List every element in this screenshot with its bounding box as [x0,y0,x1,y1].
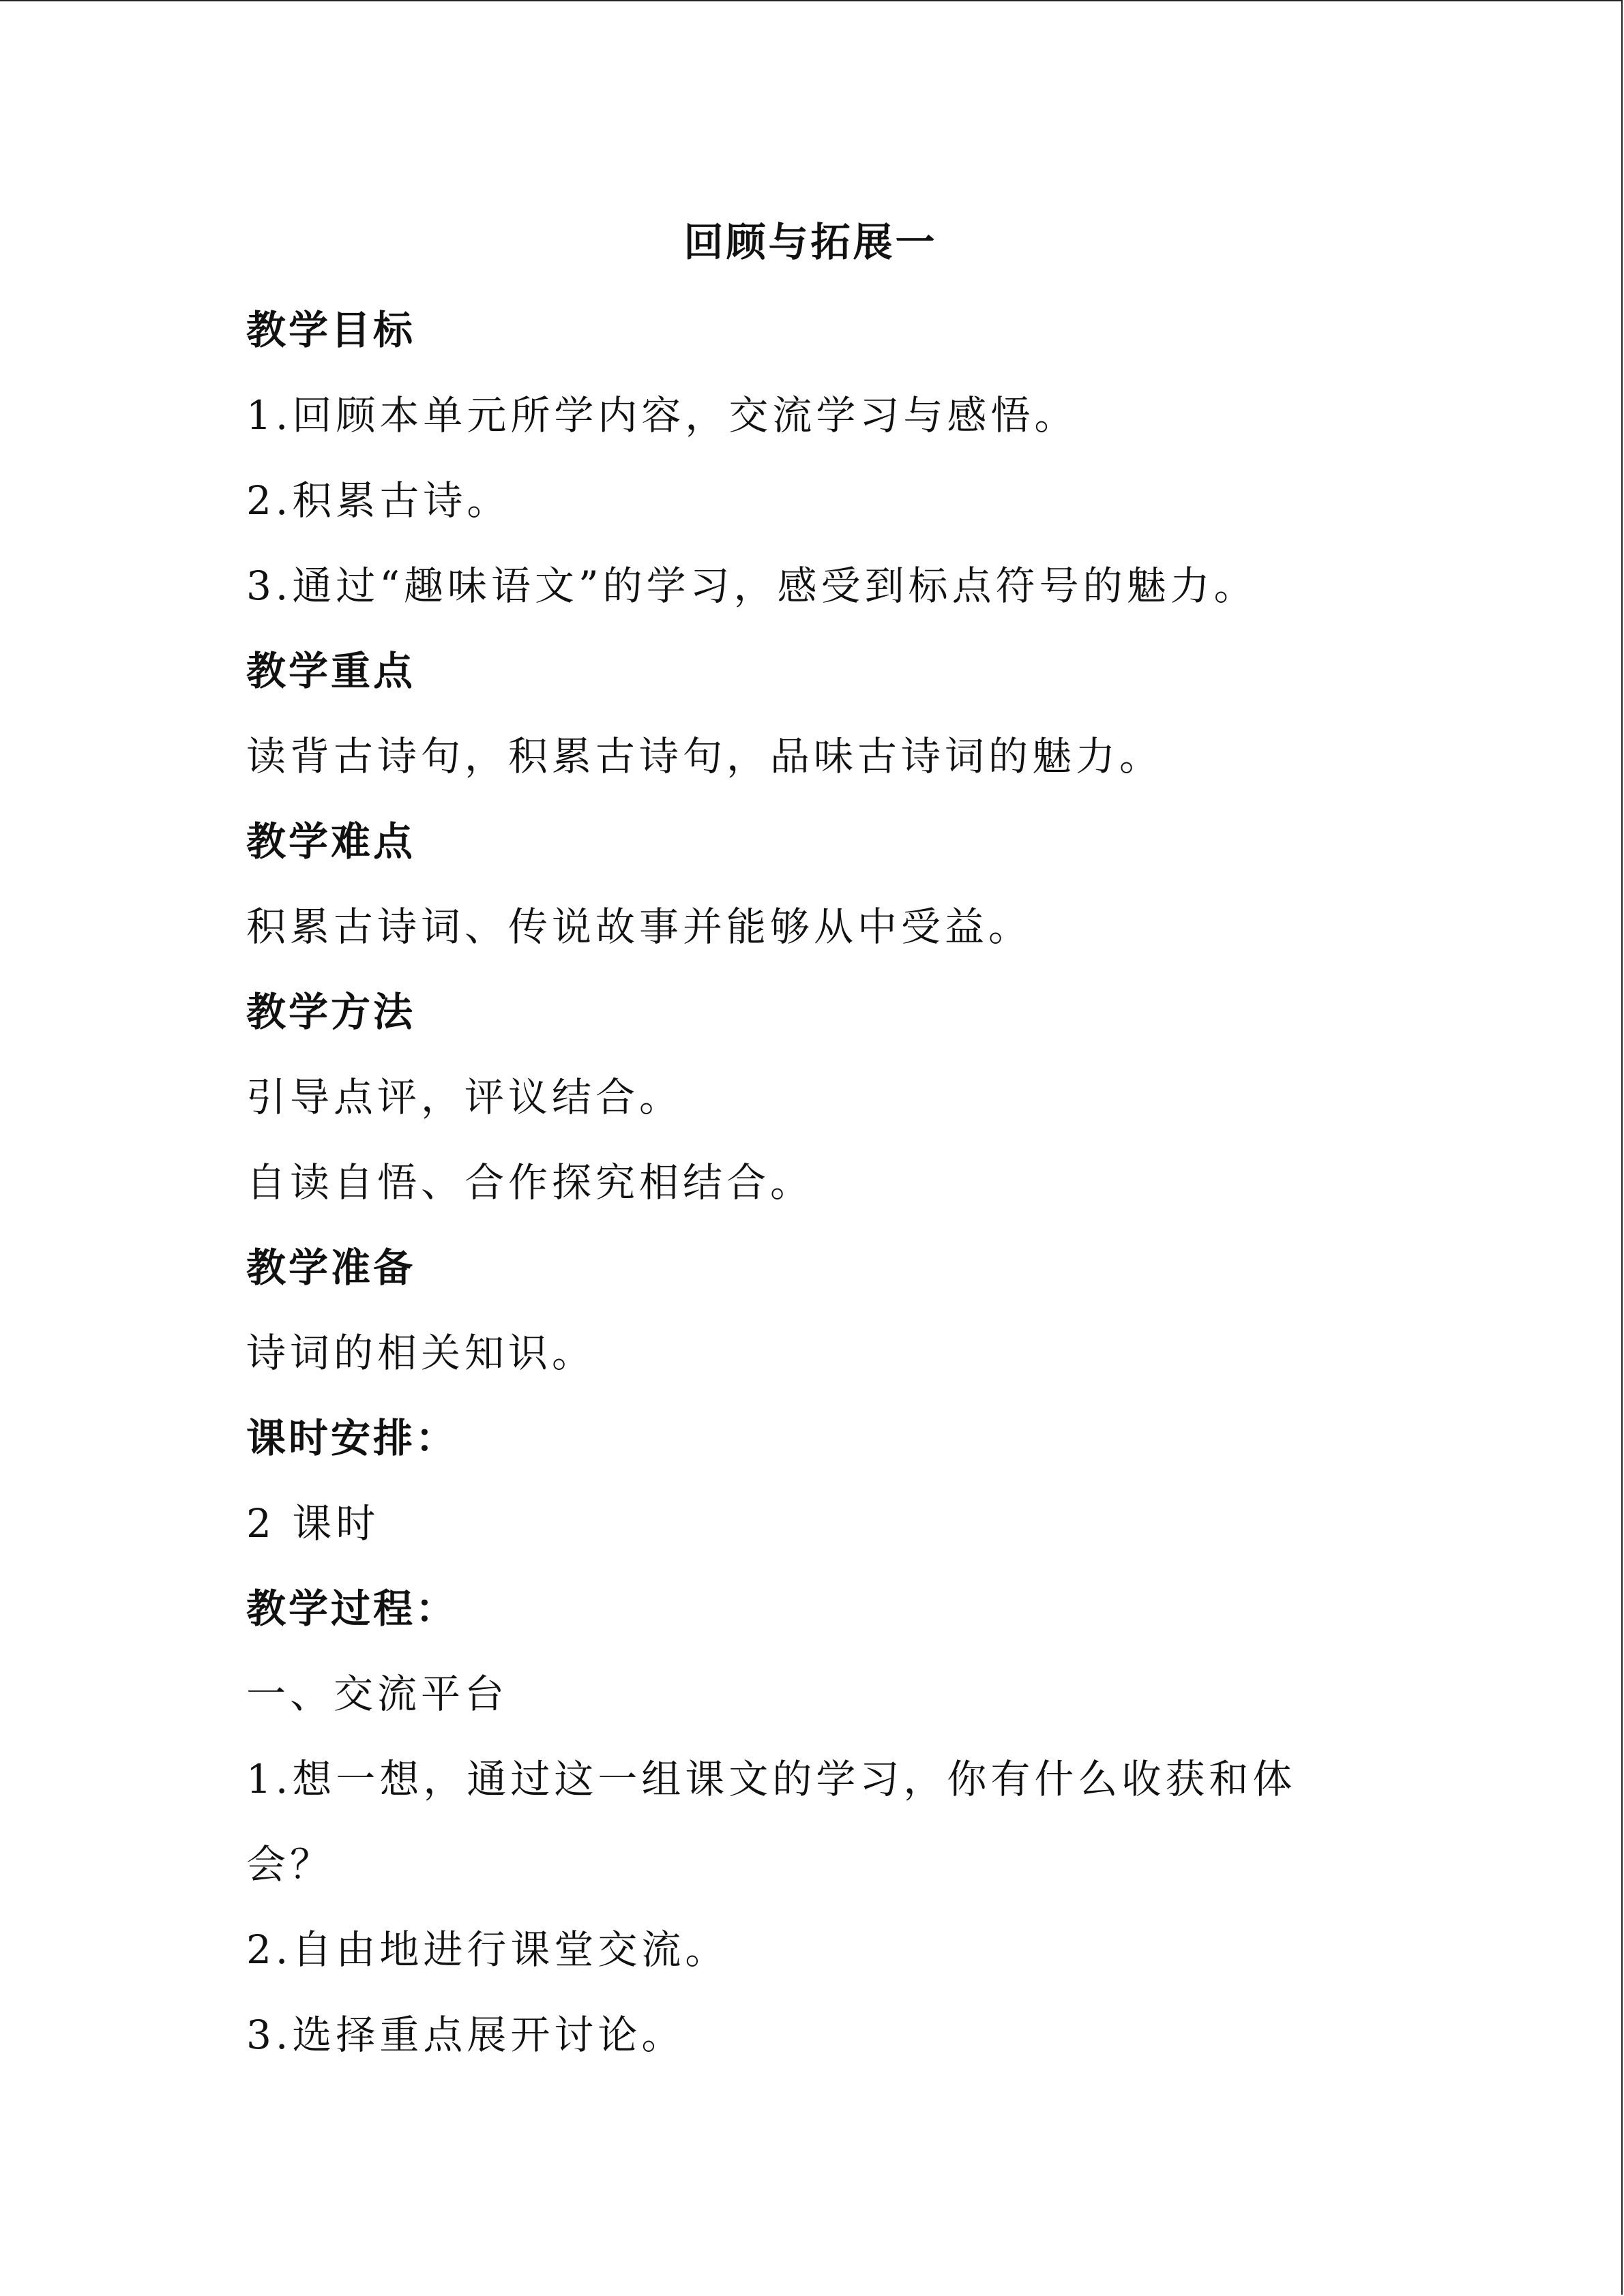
body-line: 自读自悟、合作探究相结合。 [246,1159,814,1206]
body-line: 一、交流平台 [246,1671,509,1717]
body-line: 2 课时 [246,1500,380,1547]
section-heading: 教学方法 [246,989,416,1035]
body-line: 2.积累古诗。 [246,477,511,524]
section-heading: 教学目标 [246,307,416,353]
document-title: 回顾与拓展一 [683,219,938,265]
body-line: 会？ [246,1841,334,1888]
body-line: 1.想一想，通过这一组课文的学习，你有什么收获和体 [246,1756,1297,1802]
body-line: 引导点评，评议结合。 [246,1074,683,1120]
body-line: 3.选择重点展开讨论。 [246,2012,685,2058]
body-line: 1.回顾本单元所学内容，交流学习与感悟。 [246,392,1078,438]
section-heading: 教学难点 [246,818,416,865]
section-heading: 教学过程： [246,1585,458,1632]
document-body [246,288,1310,2078]
section-heading: 教学重点 [246,648,416,694]
body-line: 3.通过“趣味语文”的学习，感受到标点符号的魅力。 [246,563,1258,609]
section-heading: 课时安排： [246,1415,458,1461]
body-line: 诗词的相关知识。 [246,1330,596,1376]
body-line: 2.自由地进行课堂交流。 [246,1926,729,1973]
section-heading: 教学准备 [246,1244,416,1291]
body-line: 读背古诗句，积累古诗句，品味古诗词的魅力。 [246,733,1164,779]
body-line: 积累古诗词、传说故事并能够从中受益。 [246,904,1033,950]
